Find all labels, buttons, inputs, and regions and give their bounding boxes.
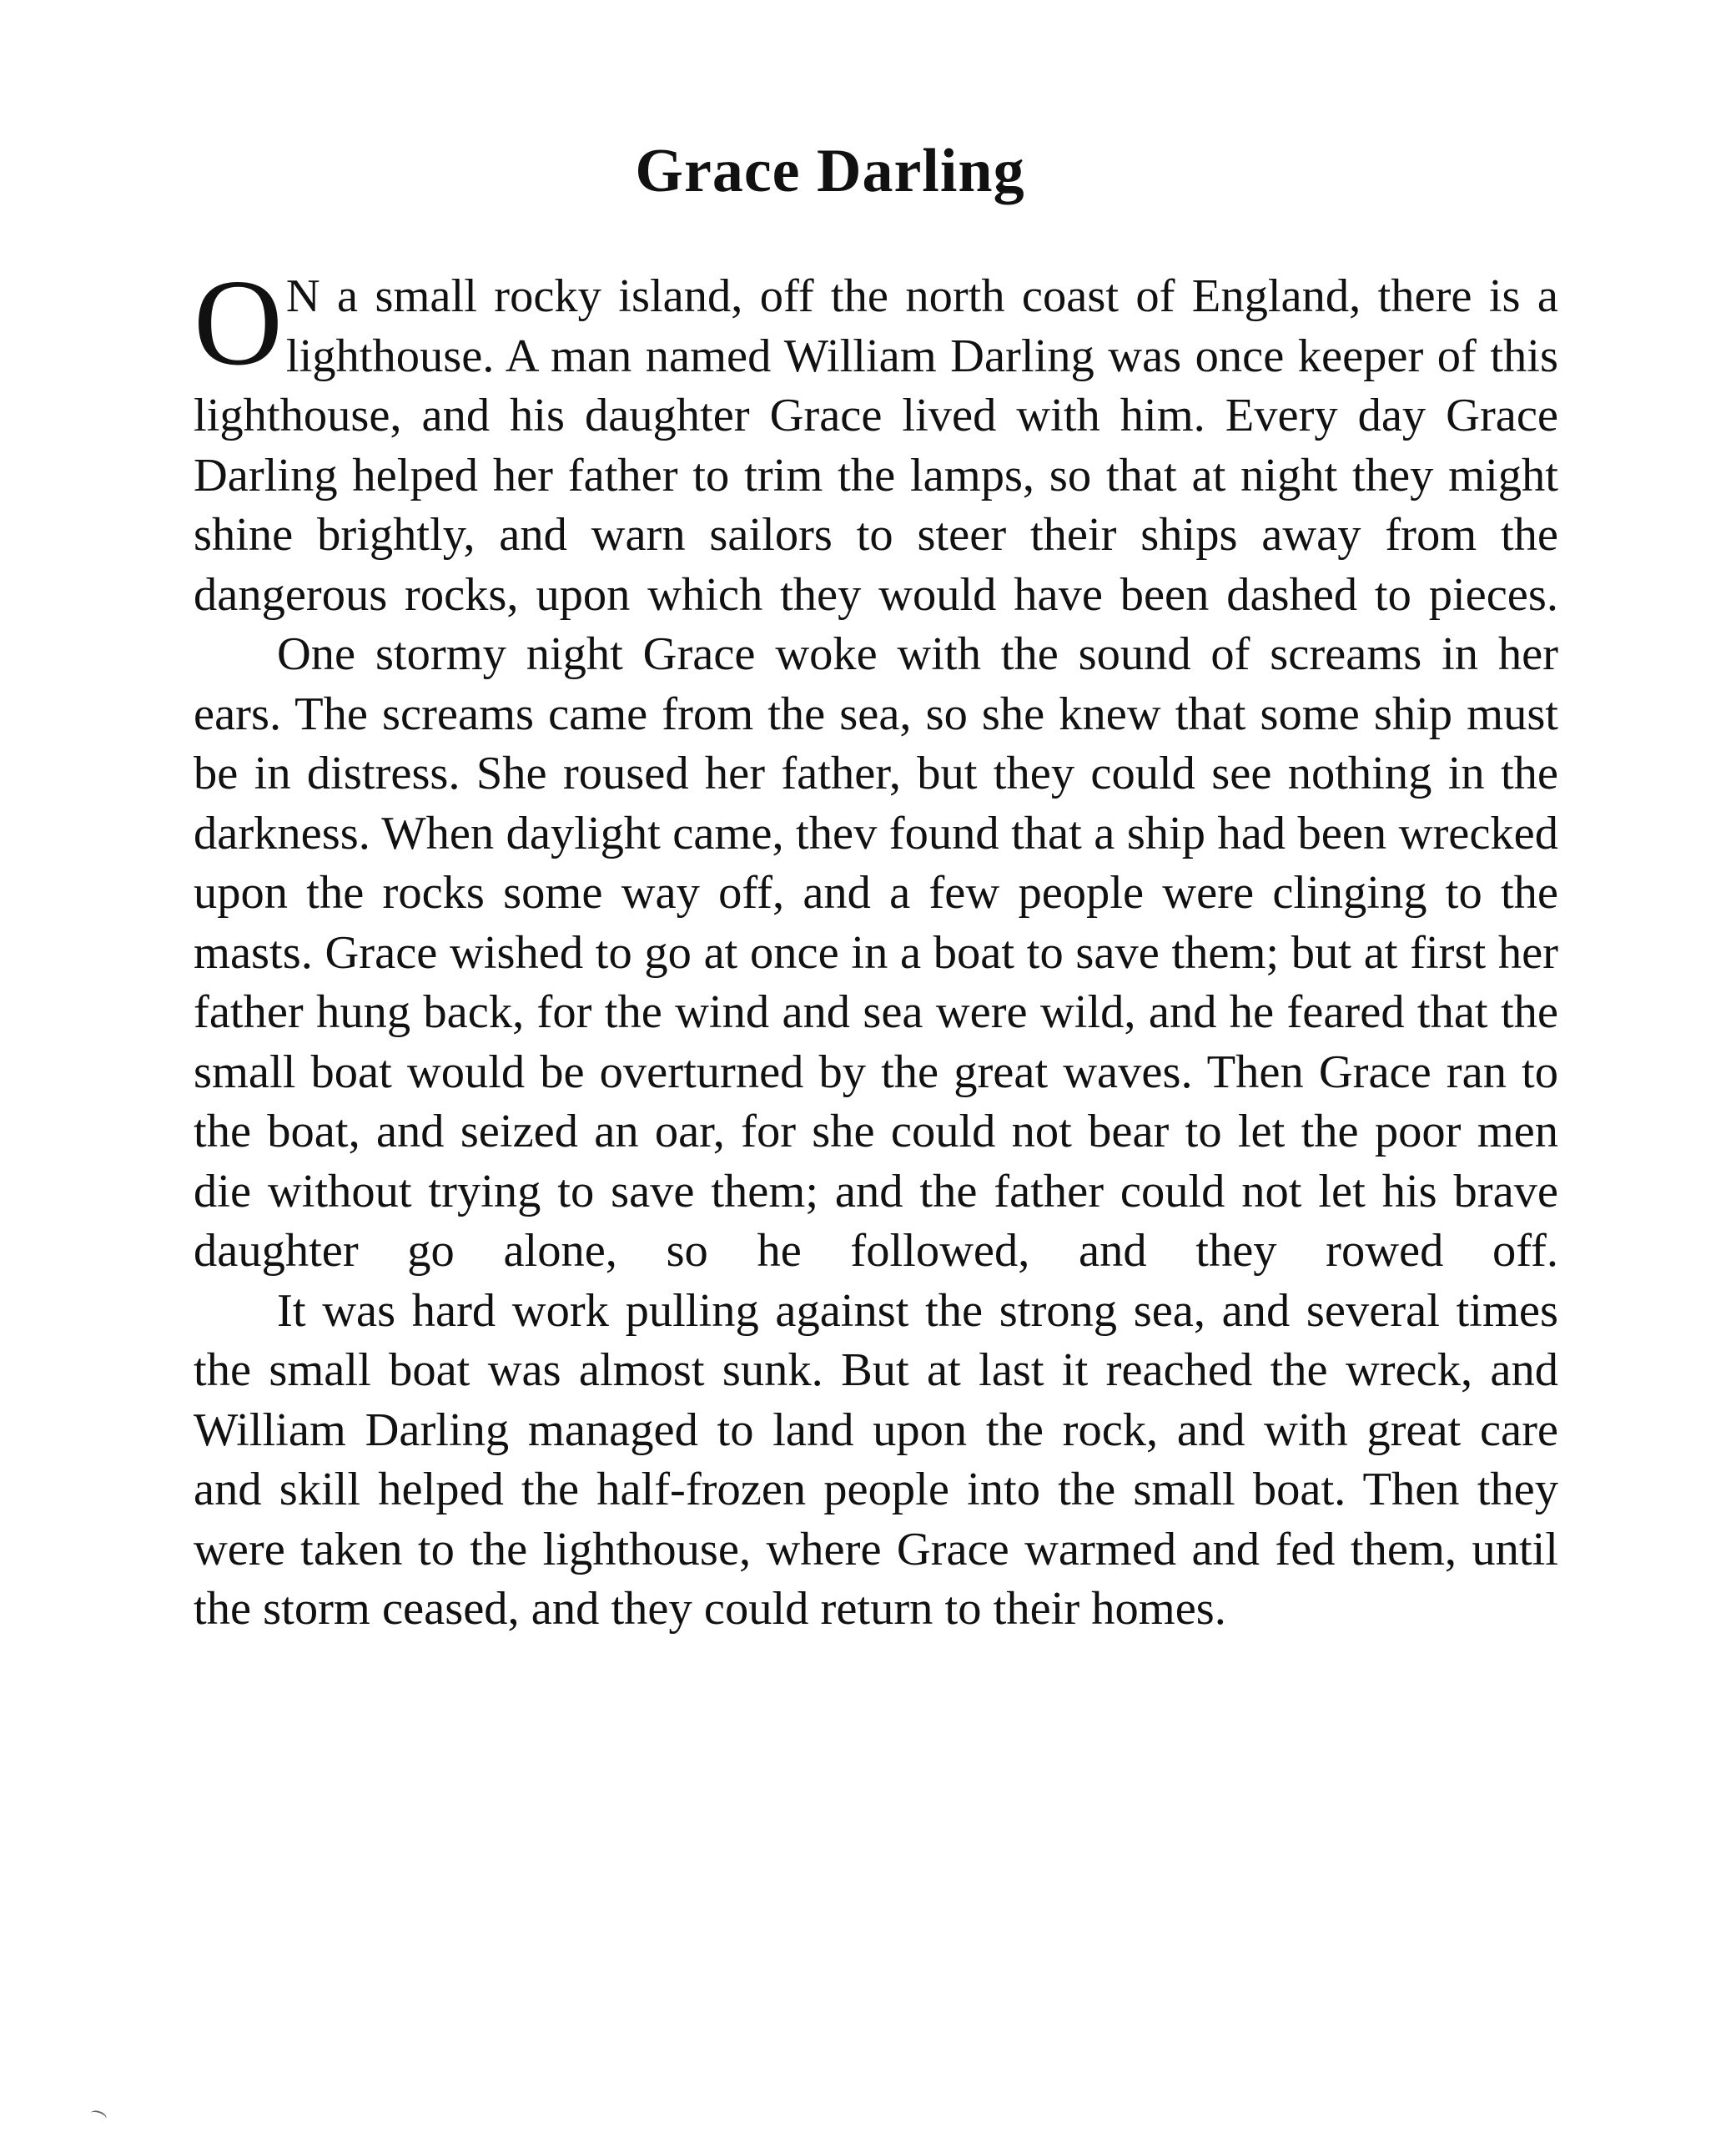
paragraph-1 (194, 255, 1558, 625)
paragraph-1-text: N a small rocky island, off the north coast of England, there is a lighthouse. A man named William Darling was once keeper of this lighthouse, and his daughter Grace lived with him. Every day Grace Darling helped her father to trim the lamps, so that at night they might shine brightly, and warn sailors to steer their ships away from the dangerous rocks, upon which they would have been dashed to pieces. (194, 270, 1558, 621)
paragraph-3: It was hard work pulling against the strong sea, and several times the small boat was almost sunk. But at last it reached the wreck, and William Darling managed to land upon the rock, and with great care and skill helped the half-frozen people into the small boat. Then they were taken to the lighthouse, where Grace warmed and fed them, until the storm ceased, and they could return to their homes. (194, 1284, 1558, 1635)
page-title: Grace Darling (635, 137, 1025, 205)
story-text (194, 255, 1558, 1640)
scan-speck (89, 2109, 108, 2124)
drop-cap-letter: O (194, 255, 283, 391)
paragraph-2: One stormy night Grace woke with the sound of screams in her ears. The screams came from the sea, so she knew that some ship must be in distress. She roused her father, but they could see nothing in the darkness. When daylight came, thev found that a ship had been wrecked upon the rocks some way off, and a few people were clinging to the masts. Grace wished to go at once in a boat to save them; but at first her father hung back, for the wind and sea were wild, and he feared that the small boat would be overturned by the great waves. Then Grace ran to the boat, and seized an oar, for she could not bear to let the poor men die without trying to save them; and the father could not let his brave daughter go alone, so he followed, and they rowed off. (194, 628, 1558, 1277)
